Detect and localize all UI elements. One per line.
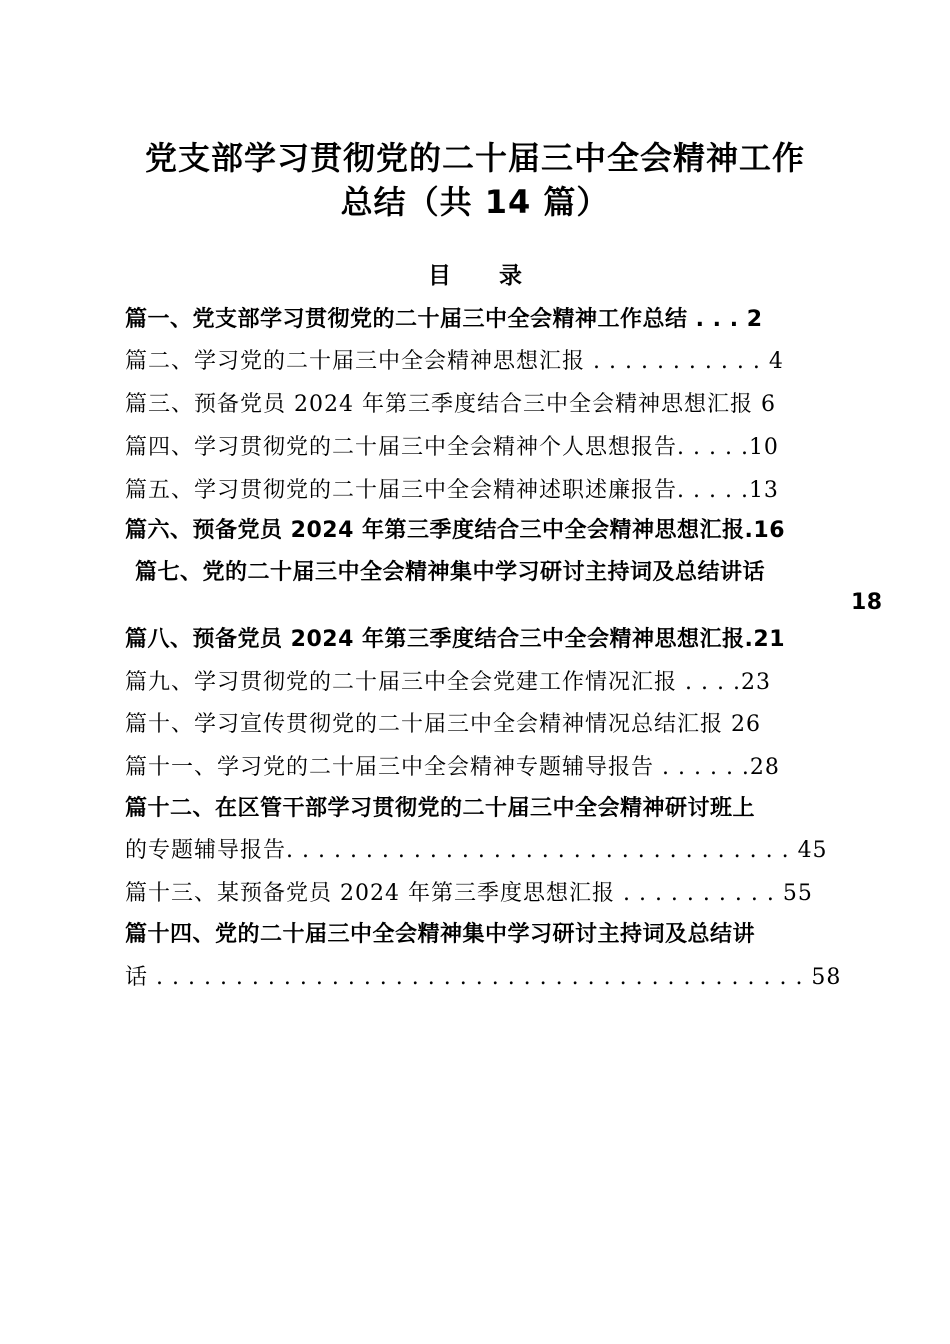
toc-entry[interactable]: 篇十、学习宣传贯彻党的二十届三中全会精神情况总结汇报 26: [125, 712, 761, 737]
toc-entry-page[interactable]: 18: [851, 590, 883, 615]
toc-entry[interactable]: 篇十一、学习党的二十届三中全会精神专题辅导报告 . . . . . .28: [125, 755, 780, 780]
toc-entry[interactable]: 篇二、学习党的二十届三中全会精神思想汇报 . . . . . . . . . . . 4: [125, 349, 784, 374]
toc-entry[interactable]: 篇八、预备党员 2024 年第三季度结合三中全会精神思想汇报.21: [125, 627, 786, 652]
document-title-line2: 总结（共 14 篇）: [340, 183, 610, 221]
toc-entry[interactable]: 篇六、预备党员 2024 年第三季度结合三中全会精神思想汇报.16: [125, 518, 786, 543]
toc-entry[interactable]: 篇九、学习贯彻党的二十届三中全会党建工作情况汇报 . . . .23: [125, 670, 771, 695]
toc-entry[interactable]: 篇十三、某预备党员 2024 年第三季度思想汇报 . . . . . . . . . . 55: [125, 881, 813, 906]
document-title-line1: 党支部学习贯彻党的二十届三中全会精神工作: [144, 139, 805, 177]
toc-entry[interactable]: 篇一、党支部学习贯彻党的二十届三中全会精神工作总结 . . . 2: [125, 307, 763, 332]
toc-entry[interactable]: 篇十二、在区管干部学习贯彻党的二十届三中全会精神研讨班上: [125, 796, 756, 821]
toc-entry[interactable]: 篇五、学习贯彻党的二十届三中全会精神述职述廉报告. . . . .13: [125, 478, 779, 503]
toc-entry[interactable]: 的专题辅导报告. . . . . . . . . . . . . . . . . . . . . . . . . . . . . . . . 45: [125, 838, 828, 863]
toc-entry[interactable]: 话 . . . . . . . . . . . . . . . . . . . . . . . . . . . . . . . . . . . . . . . . . 58: [125, 965, 842, 990]
toc-entry[interactable]: 篇三、预备党员 2024 年第三季度结合三中全会精神思想汇报 6: [125, 392, 776, 417]
toc-entry[interactable]: 篇七、党的二十届三中全会精神集中学习研讨主持词及总结讲话: [135, 560, 766, 585]
toc-entry[interactable]: 篇十四、党的二十届三中全会精神集中学习研讨主持词及总结讲: [125, 922, 756, 947]
toc-entry[interactable]: 篇四、学习贯彻党的二十届三中全会精神个人思想报告. . . . .10: [125, 435, 779, 460]
toc-heading: 目 录: [427, 263, 542, 289]
